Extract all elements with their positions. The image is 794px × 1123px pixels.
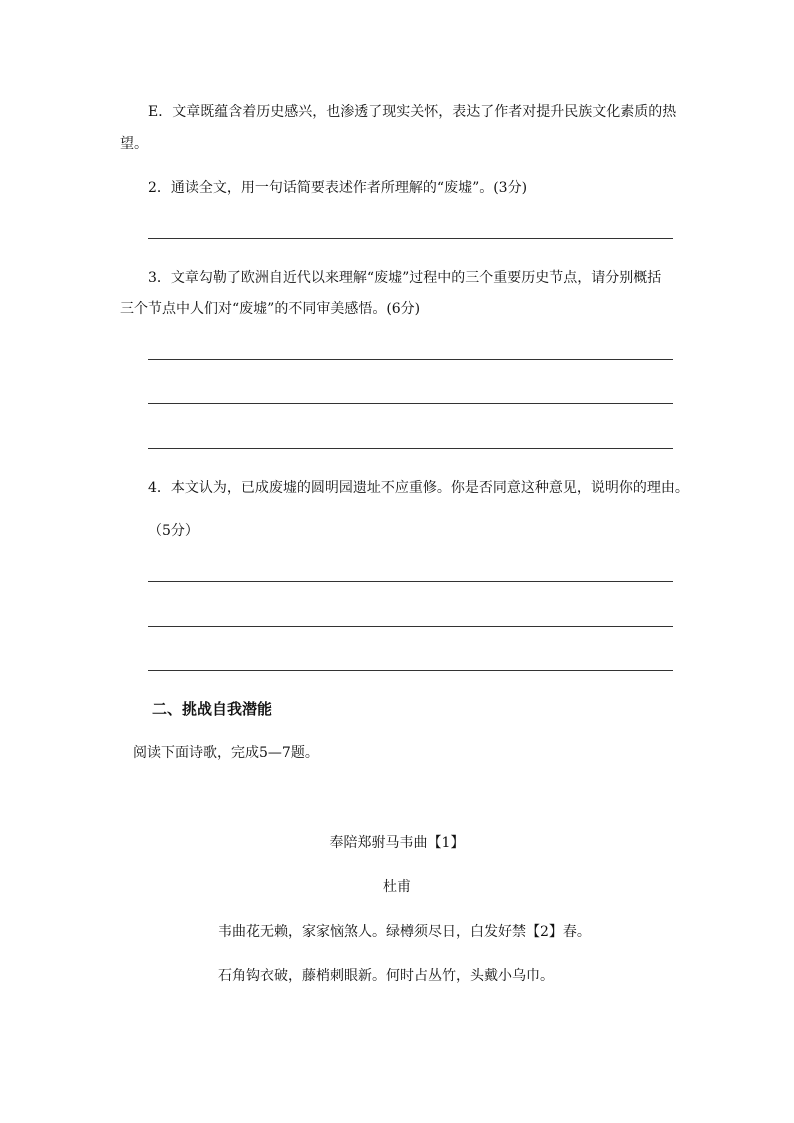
poem-line-1: 韦曲花无赖，家家恼煞人。绿樽须尽日，白发好禁【2】春。 xyxy=(218,924,591,940)
q3-answer-line xyxy=(148,403,673,404)
section-instruction: 阅读下面诗歌，完成5—7题。 xyxy=(133,745,319,761)
q4-question-line2: （5分） xyxy=(148,523,199,539)
q3-question-line2: 三个节点中人们对“废墟”的不同审美感悟。(6分) xyxy=(120,301,421,317)
q4-answer-line xyxy=(148,581,673,582)
q4-question-line1: 4．本文认为，已成废墟的圆明园遗址不应重修。你是否同意这种意见，说明你的理由。 xyxy=(148,480,689,496)
q3-question-line1: 3．文章勾勒了欧洲自近代以来理解“废墟”过程中的三个重要历史节点，请分别概括 xyxy=(148,270,662,286)
q3-answer-line xyxy=(148,448,673,449)
q2-question: 2．通读全文，用一句话简要表述作者所理解的“废墟”。(3分) xyxy=(148,180,528,196)
q2-answer-line xyxy=(148,238,673,239)
q1-option-e-line2: 望。 xyxy=(120,136,148,152)
q3-answer-line xyxy=(148,359,673,360)
poem-author: 杜甫 xyxy=(383,879,411,895)
q4-answer-line xyxy=(148,626,673,627)
q1-option-e-line1: E．文章既蕴含着历史感兴，也渗透了现实关怀，表达了作者对提升民族文化素质的热 xyxy=(148,104,677,120)
poem-line-2: 石角钩衣破，藤梢刺眼新。何时占丛竹，头戴小乌巾。 xyxy=(218,968,554,984)
q4-answer-line xyxy=(148,670,673,671)
poem-title: 奉陪郑驸马韦曲【1】 xyxy=(329,835,465,851)
section-heading: 二、挑战自我潜能 xyxy=(152,700,273,718)
